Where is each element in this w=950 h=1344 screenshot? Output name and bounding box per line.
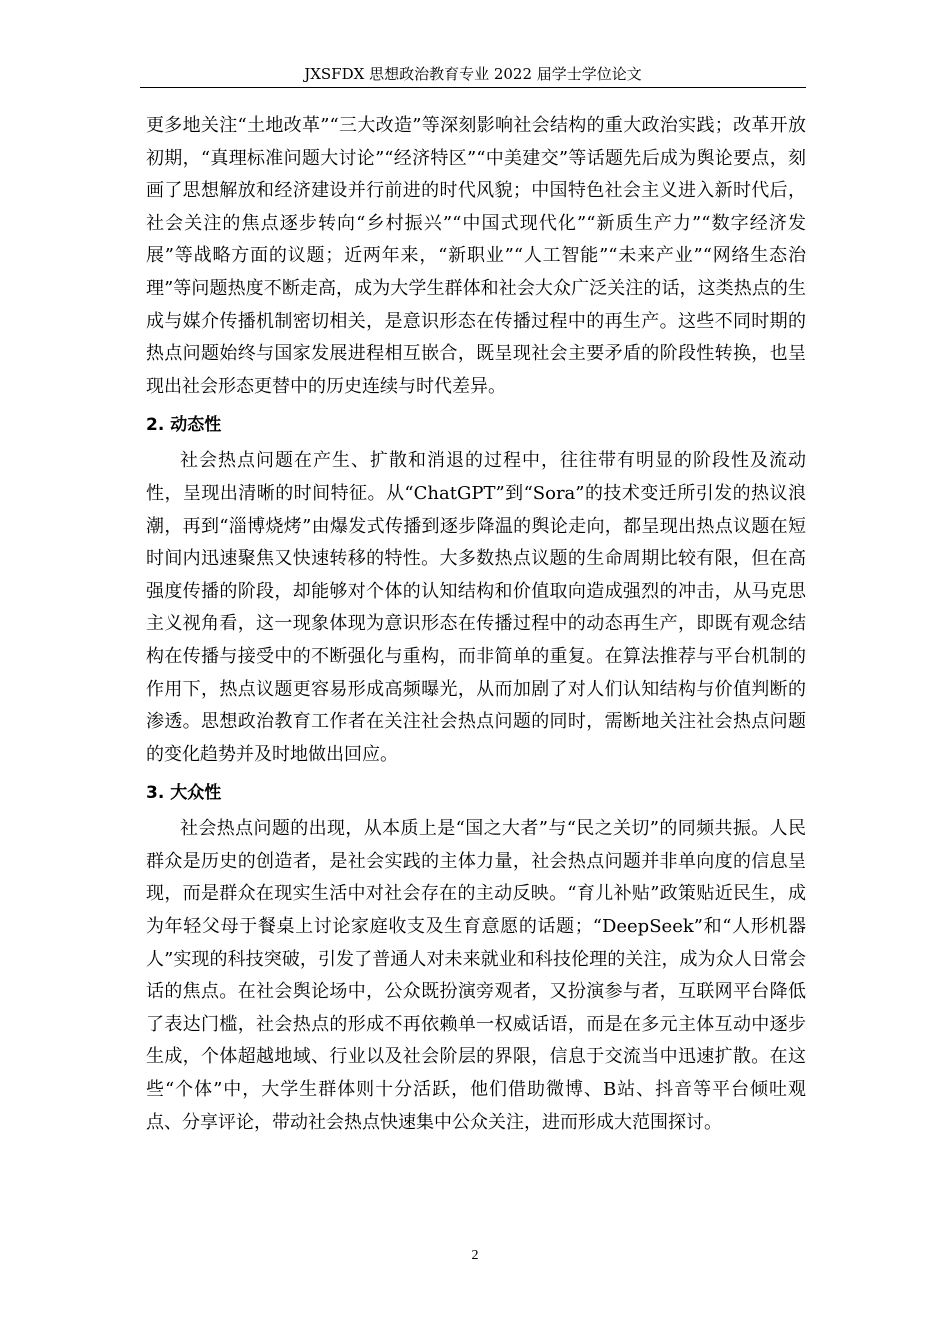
page-number: 2: [471, 1248, 479, 1263]
paragraph-continued: 更多地关注“土地改革”“三大改造”等深刻影响社会结构的重大政治实践；改革开放初期，“真理标准问题大讨论”“经济特区”“中美建交”等话题先后成为舆论要点，刻画了思想解放和经济建设并行前进的时代风貌；中国特色社会主义进入新时代后，社会关注的焦点逐步转向“乡村振兴”“中国式现代化”“新质生产力”“数字经济发展”等战略方面的议题；近两年来，“新职业”“人工智能”“未来产业”“网络生态治理”等问题热度不断走高，成为大学生群体和社会大众广泛关注的话，这类热点的生成与媒介传播机制密切相关，是意识形态在传播过程中的再生产。这些不同时期的热点问题始终与国家发展进程相互嵌合，既呈现社会主要矛盾的阶段性转换，也呈现出社会形态更替中的历史连续与时代差异。: [146, 115, 806, 397]
section-heading-dynamic: 2. 动态性: [146, 415, 222, 436]
section-heading-popular: 3. 大众性: [146, 783, 222, 804]
running-header: JXSFDX 思想政治教育专业 2022 届学士学位论文: [304, 65, 642, 83]
header-rule: [140, 87, 806, 88]
paragraph-dynamic: 社会热点问题在产生、扩散和消退的过程中，往往带有明显的阶段性及流动性，呈现出清晰的时间特征。从“ChatGPT”到“Sora”的技术变迁所引发的热议浪潮，再到“淄博烧烤”由爆发式传播到逐步降温的舆论走向，都呈现出热点议题在短时间内迅速聚焦又快速转移的特性。大多数热点议题的生命周期比较有限，但在高强度传播的阶段，却能够对个体的认知结构和价值取向造成强烈的冲击，从马克思主义视角看，这一现象体现为意识形态在传播过程中的动态再生产，即既有观念结构在传播与接受中的不断强化与重构，而非简单的重复。在算法推荐与平台机制的作用下，热点议题更容易形成高频曝光，从而加剧了对人们认知结构与价值判断的渗透。思想政治教育工作者在关注社会热点问题的同时，需断地关注社会热点问题的变化趋势并及时地做出回应。: [146, 450, 806, 765]
paragraph-popular: 社会热点问题的出现，从本质上是“国之大者”与“民之关切”的同频共振。人民群众是历史的创造者，是社会实践的主体力量，社会热点问题并非单向度的信息呈现，而是群众在现实生活中对社会存在的主动反映。“育儿补贴”政策贴近民生，成为年轻父母于餐桌上讨论家庭收支及生育意愿的话题；“DeepSeek”和“人形机器人”实现的科技突破，引发了普通人对未来就业和科技伦理的关注，成为众人日常会话的焦点。在社会舆论场中，公众既扮演旁观者，又扮演参与者，互联网平台降低了表达门槛，社会热点的形成不再依赖单一权威话语，而是在多元主体互动中逐步生成，个体超越地域、行业以及社会阶层的界限，信息于交流当中迅速扩散。在这些“个体”中，大学生群体则十分活跃，他们借助微博、B站、抖音等平台倾吐观点、分享评论，带动社会热点快速集中公众关注，进而形成大范围探讨。: [146, 818, 806, 1133]
document-body: [146, 110, 806, 1139]
